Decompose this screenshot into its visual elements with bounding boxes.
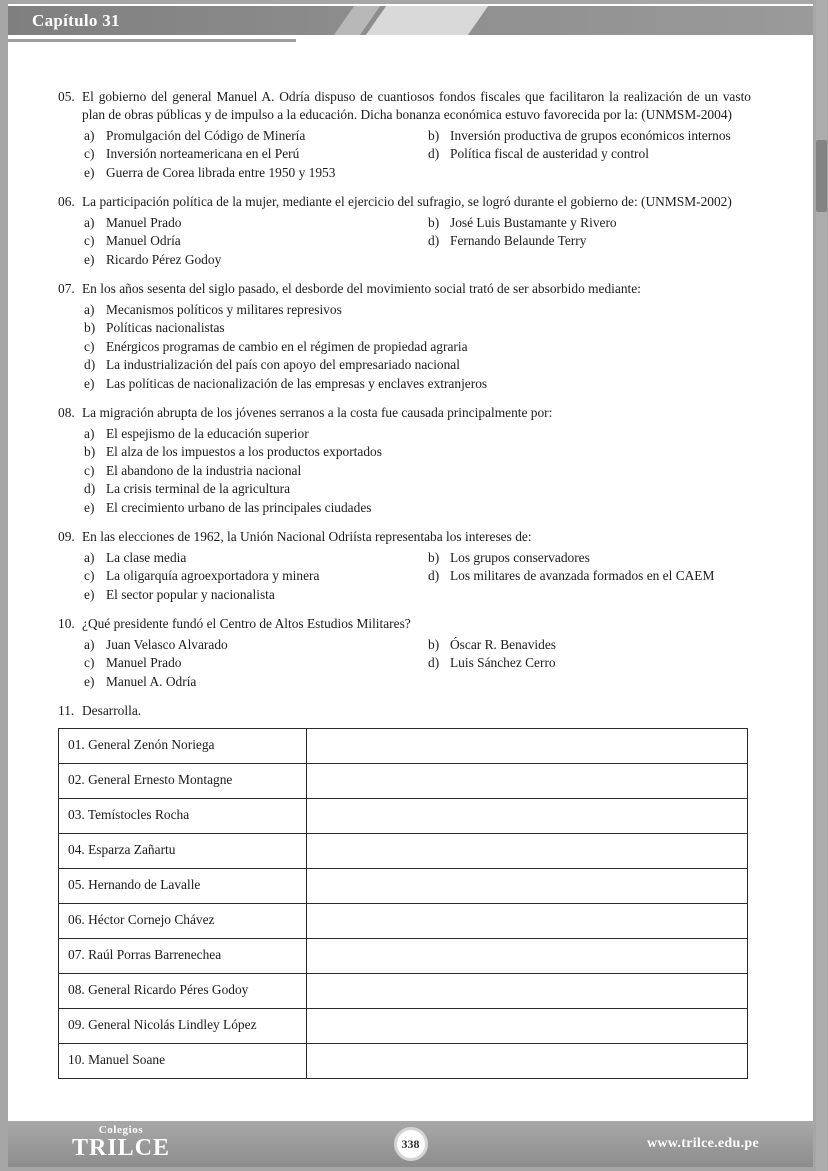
options-list (58, 127, 751, 183)
table-row (59, 938, 748, 973)
chapter-header (8, 6, 813, 35)
name-cell: 09. General Nicolás Lindley López (59, 1008, 307, 1043)
question-text: ¿Qué presidente fundó el Centro de Altos Estudios Militares? (82, 616, 411, 631)
option-letter: e) (84, 375, 95, 391)
option (84, 462, 751, 481)
answer-cell (307, 763, 748, 798)
option-text: Mecanismos políticos y militares represivos (106, 301, 342, 317)
option-letter: c) (84, 146, 95, 161)
answer-cell (307, 798, 748, 833)
question-number: 07. (58, 281, 75, 296)
question-number: 11. (58, 703, 75, 718)
option-letter: b) (428, 549, 440, 565)
option-letter: c) (84, 655, 95, 670)
question-text: En los años sesenta del siglo pasado, el desborde del movimiento social trató de ser absorbido mediante: (82, 281, 641, 296)
option (84, 673, 428, 692)
question-06 (58, 193, 751, 269)
option-letter: b) (428, 127, 440, 143)
answer-cell (307, 728, 748, 763)
option (84, 636, 428, 655)
option-text: Inversión norteamericana en el Perú (106, 146, 300, 161)
question-number: 08. (58, 405, 75, 420)
option-text: Manuel Prado (106, 214, 182, 230)
option (428, 127, 751, 146)
question-head (58, 280, 751, 299)
option (84, 338, 751, 357)
options-list (58, 425, 751, 518)
option-letter: b) (84, 444, 96, 459)
option-letter: b) (84, 320, 96, 335)
option (84, 164, 428, 183)
option-letter: a) (84, 425, 95, 441)
options-list (58, 549, 751, 605)
option-text: Promulgación del Código de Minería (106, 127, 306, 143)
option-text: El abandono de la industria nacional (106, 462, 302, 478)
name-cell: 03. Temístocles Rocha (59, 798, 307, 833)
option-text: El espejismo de la educación superior (106, 425, 309, 441)
option-text: Las políticas de nacionalización de las empresas y enclaves extranjeros (106, 375, 488, 391)
option (84, 443, 751, 462)
question-08 (58, 404, 751, 517)
option-text: La clase media (106, 549, 187, 565)
option (428, 145, 751, 164)
option-text: Manuel Prado (106, 655, 182, 670)
option (84, 499, 751, 518)
answer-cell (307, 1008, 748, 1043)
table-row (59, 798, 748, 833)
option (84, 654, 428, 673)
option-letter: d) (84, 481, 96, 496)
option-letter: b) (428, 636, 440, 652)
table-row (59, 1008, 748, 1043)
question-text: La participación política de la mujer, mediante el ejercicio del sufragio, se logró durante el gobierno de: (UNMSM-2002) (82, 194, 732, 209)
option-letter: a) (84, 301, 95, 317)
option (84, 214, 428, 233)
option-text: José Luis Bustamante y Rivero (450, 214, 617, 230)
option-letter: c) (84, 568, 95, 583)
option-text: El crecimiento urbano de las principales ciudades (106, 499, 372, 515)
question-head (58, 88, 751, 125)
option (84, 375, 751, 394)
answer-cell (307, 903, 748, 938)
option (84, 145, 428, 164)
question-head (58, 528, 751, 547)
option-text: Guerra de Corea librada entre 1950 y 1953 (106, 164, 336, 180)
option-letter: d) (428, 655, 440, 670)
option-letter: d) (84, 357, 96, 372)
option-letter: c) (84, 462, 95, 478)
option-text: El alza de los impuestos a los productos exportados (106, 444, 382, 459)
option-text: Luis Sánchez Cerro (450, 655, 556, 670)
option-text: Políticas nacionalistas (106, 320, 225, 335)
option (84, 301, 751, 320)
option (428, 232, 751, 251)
table-row (59, 728, 748, 763)
table-row (59, 868, 748, 903)
option-letter: d) (428, 568, 440, 583)
option (84, 319, 751, 338)
question-head (58, 193, 751, 212)
option-text: La industrialización del país con apoyo del empresariado nacional (106, 357, 460, 372)
option-text: La crisis terminal de la agricultura (106, 481, 291, 496)
option-letter: c) (84, 233, 95, 248)
chapter-title: Capítulo 31 (32, 10, 120, 30)
question-05 (58, 88, 751, 183)
exercise-head (58, 702, 751, 721)
option-letter: d) (428, 233, 440, 248)
document-page (8, 4, 813, 1167)
option (84, 251, 428, 270)
option-letter: e) (84, 673, 95, 689)
option (84, 567, 428, 586)
question-number: 09. (58, 529, 75, 544)
option-text: Inversión productiva de grupos económicos internos (450, 127, 731, 143)
answer-cell (307, 973, 748, 1008)
question-text: La migración abrupta de los jóvenes serranos a la costa fue causada principalmente por: (82, 405, 553, 420)
option-text: El sector popular y nacionalista (106, 586, 275, 602)
option-text: Los militares de avanzada formados en el CAEM (450, 568, 715, 583)
option-letter: e) (84, 251, 95, 267)
page-content (8, 42, 813, 1079)
option-letter: d) (428, 146, 440, 161)
option (84, 356, 751, 375)
page-number-badge: 338 (394, 1127, 428, 1161)
option-text: Política fiscal de austeridad y control (450, 146, 649, 161)
option (84, 127, 428, 146)
table-row (59, 763, 748, 798)
question-text: En las elecciones de 1962, la Unión Nacional Odriísta representaba los intereses de: (82, 529, 532, 544)
option (84, 586, 428, 605)
name-cell: 08. General Ricardo Péres Godoy (59, 973, 307, 1008)
options-list (58, 636, 751, 692)
question-07 (58, 280, 751, 393)
option-letter: e) (84, 164, 95, 180)
option-text: Fernando Belaunde Terry (450, 233, 587, 248)
option-text: Ricardo Pérez Godoy (106, 251, 222, 267)
option (428, 567, 751, 586)
option (84, 232, 428, 251)
name-cell: 05. Hernando de Lavalle (59, 868, 307, 903)
name-cell: 07. Raúl Porras Barrenechea (59, 938, 307, 973)
option-letter: e) (84, 499, 95, 515)
question-text: El gobierno del general Manuel A. Odría dispuso de cuantiosos fondos fiscales que facilitaron la realización de un vasto plan de obras públicas y de impulso a la educación. Dicha bonanza económica estuvo favorecida por la: (UNMSM-2004) (82, 88, 751, 122)
table-row (59, 973, 748, 1008)
page-footer (8, 1121, 813, 1167)
table-row (59, 903, 748, 938)
question-head (58, 615, 751, 634)
question-11 (58, 702, 751, 1079)
trilce-logo (72, 1124, 170, 1161)
option-letter: a) (84, 636, 95, 652)
option-text: Manuel Odría (106, 233, 181, 248)
answer-cell (307, 938, 748, 973)
option-letter: a) (84, 549, 95, 565)
question-10 (58, 615, 751, 691)
option-letter: a) (84, 214, 95, 230)
question-09 (58, 528, 751, 604)
name-cell: 04. Esparza Zañartu (59, 833, 307, 868)
header-decoration-stripe (363, 6, 491, 35)
questions-container (58, 88, 751, 692)
answer-cell (307, 868, 748, 903)
brand-colegios-label: Colegios (98, 1124, 144, 1136)
question-number: 10. (58, 616, 75, 631)
name-cell: 10. Manuel Soane (59, 1043, 307, 1078)
option (428, 636, 751, 655)
option-text: Óscar R. Benavides (450, 636, 556, 652)
answer-cell (307, 1043, 748, 1078)
table-row (59, 833, 748, 868)
option (84, 480, 751, 499)
option-text: Juan Velasco Alvarado (106, 636, 228, 652)
question-number: 06. (58, 194, 75, 209)
option (428, 654, 751, 673)
option-letter: e) (84, 586, 95, 602)
option (84, 425, 751, 444)
option (428, 214, 751, 233)
name-cell: 06. Héctor Cornejo Chávez (59, 903, 307, 938)
name-cell: 01. General Zenón Noriega (59, 728, 307, 763)
options-list (58, 214, 751, 270)
scrollbar-thumb[interactable] (816, 140, 827, 212)
option-text: La oligarquía agroexportadora y minera (106, 568, 320, 583)
options-list (58, 301, 751, 394)
table-row (59, 1043, 748, 1078)
question-head (58, 404, 751, 423)
question-number: 05. (58, 88, 75, 104)
option-text: Manuel A. Odría (106, 673, 197, 689)
answer-cell (307, 833, 748, 868)
question-text: Desarrolla. (82, 703, 142, 718)
option-text: Enérgicos programas de cambio en el régimen de propiedad agraria (106, 338, 468, 354)
website-url: www.trilce.edu.pe (646, 1136, 759, 1151)
exercise-table (58, 728, 748, 1079)
option (428, 549, 751, 568)
option (84, 549, 428, 568)
option-letter: b) (428, 214, 440, 230)
option-letter: a) (84, 127, 95, 143)
name-cell: 02. General Ernesto Montagne (59, 763, 307, 798)
brand-trilce-wordmark: TRILCE (72, 1135, 171, 1161)
option-text: Los grupos conservadores (450, 549, 590, 565)
option-letter: c) (84, 338, 95, 354)
